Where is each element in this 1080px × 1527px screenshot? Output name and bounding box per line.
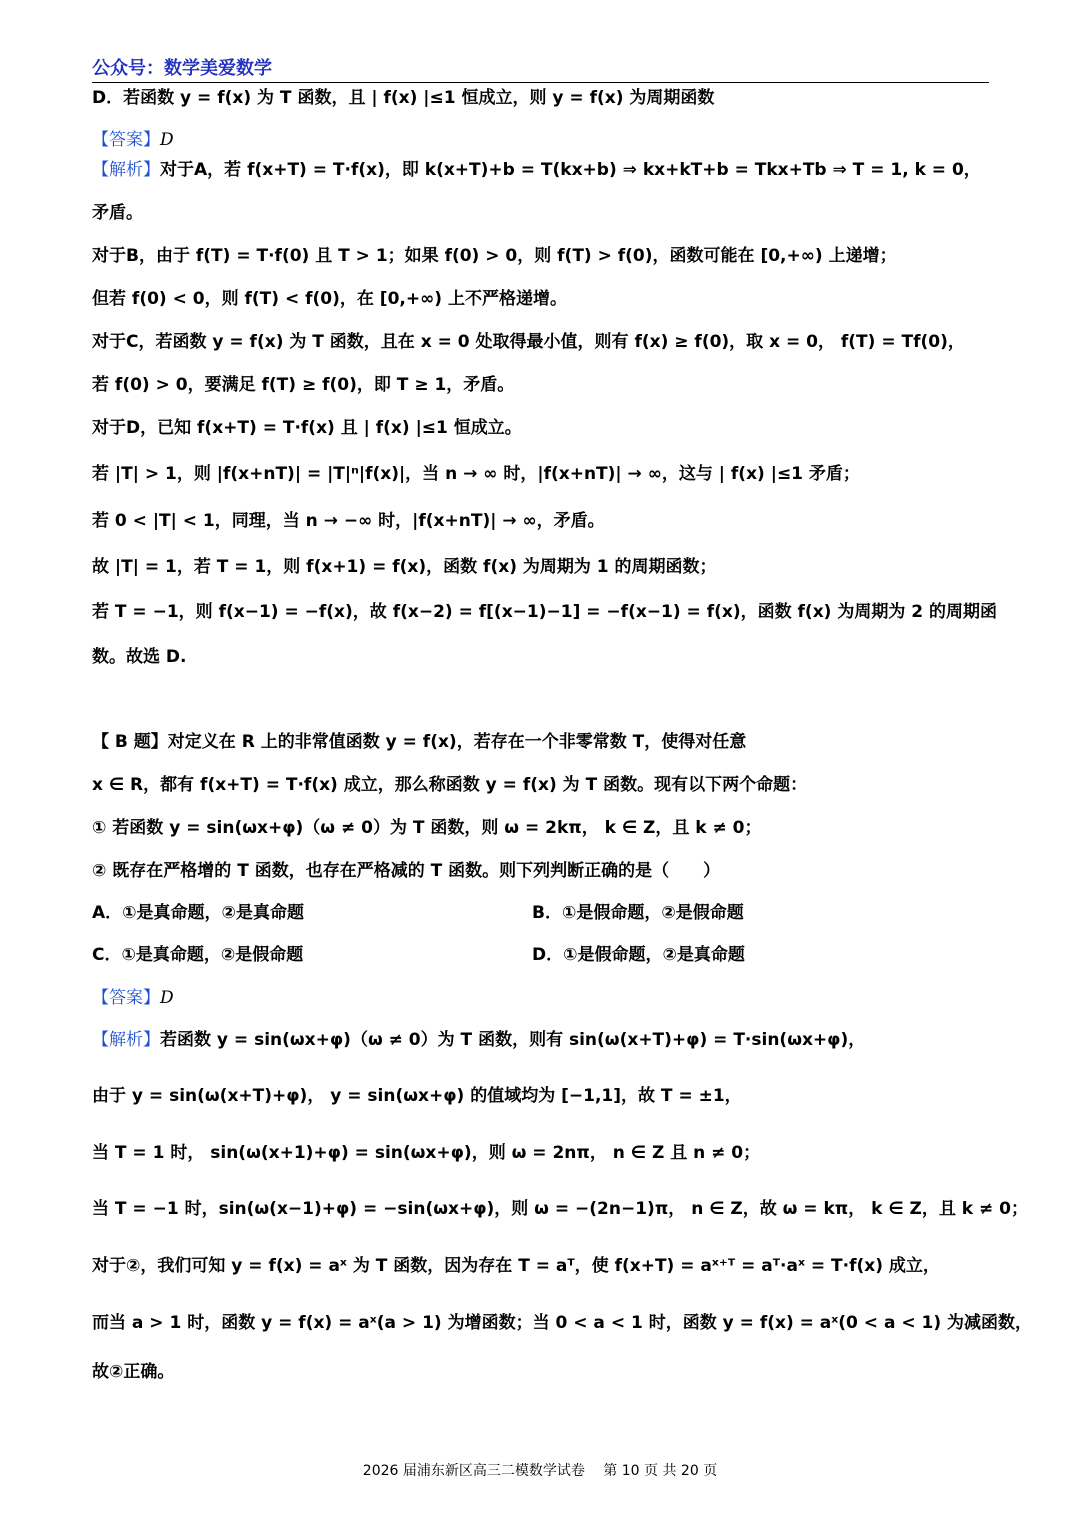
option-a: A．①是真命题，②是真命题 bbox=[92, 903, 304, 923]
answer-value: D bbox=[160, 988, 174, 1008]
question-b-stem-2: x ∈ R，都有 f(x+T) = T·f(x) 成立，那么称函数 y = f(x) 为 T 函数。现有以下两个命题： bbox=[92, 775, 808, 795]
page-footer: 2026 届浦东新区高三二模数学试卷 第 10 页 共 20 页 bbox=[362, 1463, 718, 1479]
analysis-line: 当 T = 1 时， sin(ω(x+1)+φ) = sin(ωx+φ)，则 ω = 2nπ， n ∈ Z 且 n ≠ 0； bbox=[92, 1143, 761, 1163]
answer-2 bbox=[92, 986, 992, 1010]
options-row-1 bbox=[92, 901, 992, 925]
option-d: D．①是假命题，②是真命题 bbox=[532, 945, 745, 965]
header-title: 公众号：数学美爱数学 bbox=[92, 58, 272, 79]
analysis-line: 对于②，我们可知 y = f(x) = aˣ 为 T 函数，因为存在 T = aᵀ，使 f(x+T) = aˣ⁺ᵀ = aᵀ·aˣ = T·f(x) 成立， bbox=[92, 1256, 940, 1276]
analysis-line: 若 f(0) > 0，要满足 f(T) ≥ f(0)，即 T ≥ 1，矛盾。 bbox=[92, 375, 515, 395]
analysis-line: 矛盾。 bbox=[92, 203, 143, 223]
option-b: B．①是假命题，②是假命题 bbox=[532, 903, 744, 923]
answer-1 bbox=[92, 128, 992, 152]
analysis-line: 当 T = −1 时，sin(ω(x−1)+φ) = −sin(ωx+φ)，则 ω = −(2n−1)π， n ∈ Z，故 ω = kπ， k ∈ Z，且 k ≠ 0； bbox=[92, 1199, 1028, 1219]
analysis-line: 对于D，已知 f(x+T) = T·f(x) 且 | f(x) |≤1 恒成立。 bbox=[92, 418, 522, 438]
analysis-line: 若 |T| > 1，则 |f(x+nT)| = |T|ⁿ|f(x)|，当 n → ∞ 时，|f(x+nT)| → ∞，这与 | f(x) |≤1 矛盾； bbox=[92, 464, 860, 484]
analysis-line: 故 |T| = 1，若 T = 1，则 f(x+1) = f(x)，函数 f(x) 为周期为 1 的周期函数； bbox=[92, 557, 717, 577]
answer-value: D bbox=[160, 130, 174, 150]
analysis-line: 若 0 < |T| < 1，同理，当 n → −∞ 时，|f(x+nT)| → ∞，矛盾。 bbox=[92, 511, 605, 531]
analysis-text: 对于A，若 f(x+T) = T·f(x)，即 k(x+T)+b = T(kx+b) ⇒ kx+kT+b = Tkx+Tb ⇒ T = 1, k = 0， bbox=[160, 160, 981, 180]
analysis-line: 数。故选 D. bbox=[92, 647, 187, 667]
analysis-2-line-1 bbox=[92, 1028, 992, 1052]
analysis-line: 而当 a > 1 时，函数 y = f(x) = aˣ(a > 1) 为增函数；当 0 < a < 1 时，函数 y = f(x) = aˣ(0 < a < 1) 为减函数， bbox=[92, 1313, 1033, 1333]
analysis-line: 但若 f(0) < 0，则 f(T) < f(0)，在 [0,+∞) 上不严格递增。 bbox=[92, 289, 567, 309]
analysis-1-line-1 bbox=[92, 158, 992, 182]
answer-tag: 【答案】 bbox=[92, 130, 160, 150]
option-d-statement: D．若函数 y = f(x) 为 T 函数，且 | f(x) |≤1 恒成立，则 y = f(x) 为周期函数 bbox=[92, 88, 715, 108]
proposition-2: ② 既存在严格增的 T 函数，也存在严格减的 T 函数。则下列判断正确的是（ ） bbox=[92, 861, 721, 881]
header-divider bbox=[92, 82, 989, 83]
analysis-tag: 【解析】 bbox=[92, 160, 160, 180]
question-b-stem-1: 【 B 题】对定义在 R 上的非常值函数 y = f(x)，若存在一个非零常数 T，使得对任意 bbox=[92, 732, 747, 752]
analysis-text: 若函数 y = sin(ωx+φ)（ω ≠ 0）为 T 函数，则有 sin(ω(x+T)+φ) = T·sin(ωx+φ)， bbox=[160, 1030, 866, 1050]
proposition-1: ① 若函数 y = sin(ωx+φ)（ω ≠ 0）为 T 函数，则 ω = 2kπ， k ∈ Z，且 k ≠ 0； bbox=[92, 818, 762, 838]
analysis-line: 若 T = −1，则 f(x−1) = −f(x)，故 f(x−2) = f[(x−1)−1] = −f(x−1) = f(x)，函数 f(x) 为周期为 2 的周期函 bbox=[92, 602, 998, 622]
analysis-line: 故②正确。 bbox=[92, 1362, 175, 1382]
options-row-2 bbox=[92, 943, 992, 967]
analysis-line: 对于B，由于 f(T) = T·f(0) 且 T > 1；如果 f(0) > 0，则 f(T) > f(0)，函数可能在 [0,+∞) 上递增； bbox=[92, 246, 897, 266]
analysis-tag: 【解析】 bbox=[92, 1030, 160, 1050]
option-c: C．①是真命题，②是假命题 bbox=[92, 945, 304, 965]
analysis-line: 由于 y = sin(ω(x+T)+φ)， y = sin(ωx+φ) 的值域均为 [−1,1]，故 T = ±1， bbox=[92, 1086, 742, 1106]
analysis-line: 对于C，若函数 y = f(x) 为 T 函数，且在 x = 0 处取得最小值，则有 f(x) ≥ f(0)，取 x = 0， f(T) = Tf(0)， bbox=[92, 332, 965, 352]
answer-tag: 【答案】 bbox=[92, 988, 160, 1008]
